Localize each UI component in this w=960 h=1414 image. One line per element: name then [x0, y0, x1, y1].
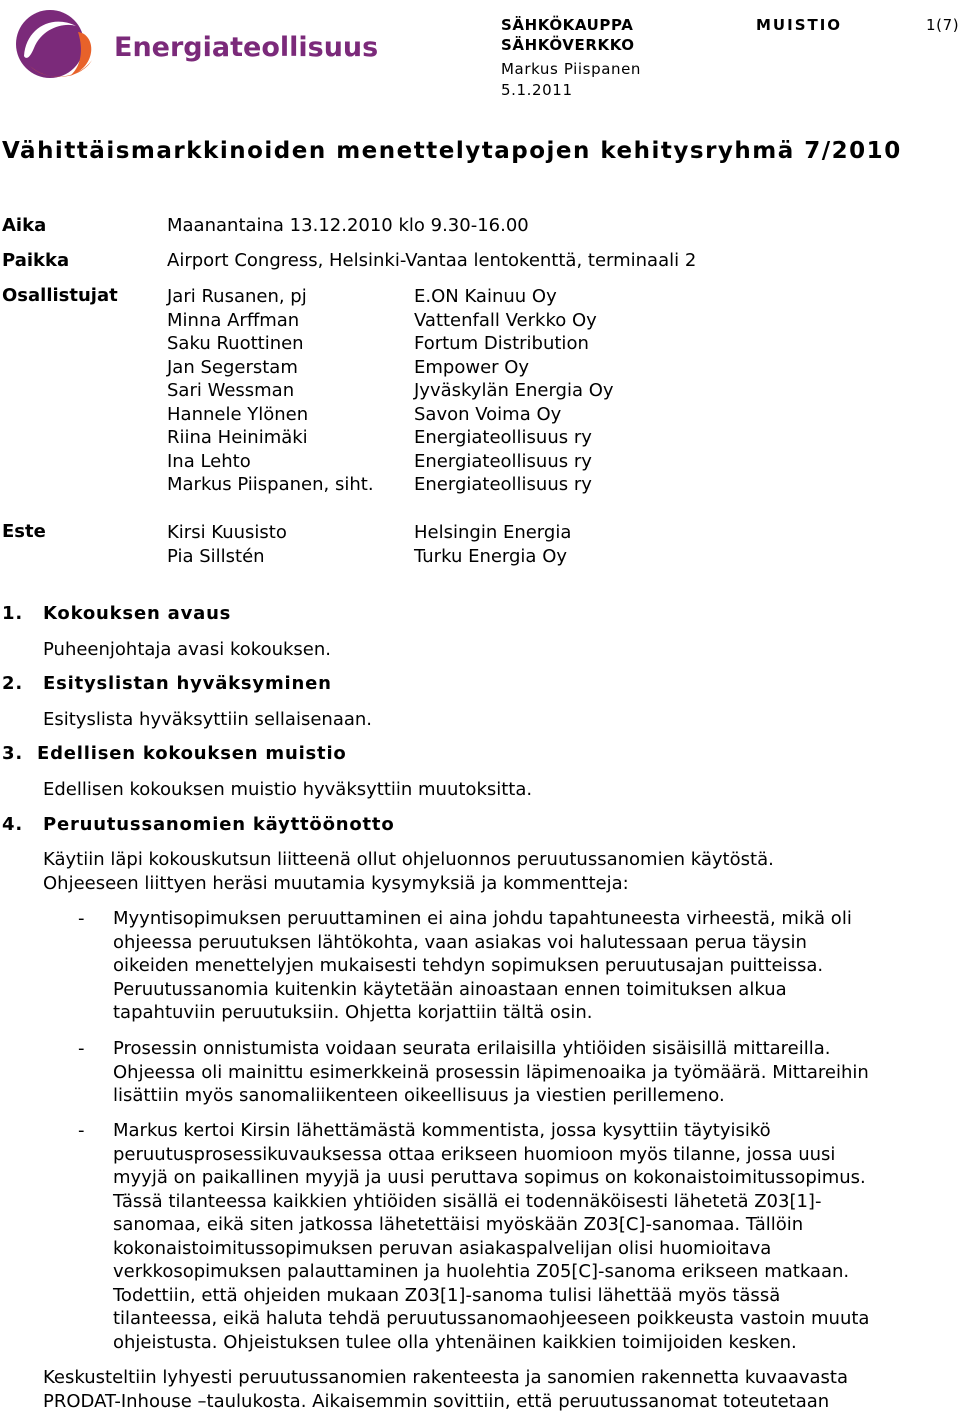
paragraph-line: Markus kertoi Kirsin lähettämästä kommentista, jossa kysyttiin täytyisikö	[113, 1120, 771, 1141]
participant-org: Energiateollisuus ry	[414, 474, 592, 495]
paragraph-line: PRODAT-Inhouse –taulukosta. Aikaisemmin sovittiin, että peruutussanomat toteutetaan	[43, 1390, 830, 1412]
section-1-number: 1.	[2, 603, 23, 624]
paragraph-line: oikeiden menettelyjen mukaisesti tehdyn sopimuksen peruutusajan puitteissa.	[113, 955, 824, 976]
bullet-text	[113, 1037, 869, 1108]
participant-name: Markus Piispanen, siht.	[167, 474, 374, 495]
header-doc-type: MUISTIO	[756, 16, 843, 34]
bullet-text	[113, 907, 852, 1025]
participant-org: Energiateollisuus ry	[414, 450, 592, 472]
participant-org: Jyväskylän Energia Oy	[414, 380, 614, 401]
paragraph-line: peruutusprosessikuvauksessa ottaa erikseen huomioon myös tilanne, jossa uusi	[113, 1143, 836, 1165]
paragraph-line: Ohjeessa oli mainittu esimerkkeinä prosessin läpimenoaika ja työmäärä. Mittareihin	[113, 1061, 869, 1083]
paragraph-line: kokonaistoimitussopimuksen peruvan asiakaspalvelijan olisi huomioitava	[113, 1237, 772, 1259]
absent-org: Turku Energia Oy	[414, 545, 568, 567]
paragraph-line: Tässä tilanteessa kaikkien yhtiöiden sisällä ei todennäköisesti lähetetä Z03[1]-	[113, 1190, 822, 1212]
participant-name: Jari Rusanen, pj	[167, 286, 307, 307]
participant-name: Hannele Ylönen	[167, 403, 309, 425]
section-3-number: 3.	[2, 743, 23, 764]
time-value: Maanantaina 13.12.2010 klo 9.30-16.00	[167, 215, 529, 236]
participant-org: Savon Voima Oy	[414, 403, 562, 425]
participant-name: Saku Ruottinen	[167, 333, 304, 354]
logo-wordmark: Energiateollisuus	[114, 32, 379, 63]
paragraph-line: Ohjeeseen liittyen heräsi muutamia kysymyksiä ja kommentteja:	[43, 872, 629, 894]
absent-org: Helsingin Energia	[414, 522, 572, 543]
paragraph-line: Prosessin onnistumista voidaan seurata erilaisilla yhtiöiden sisäisillä mittareilla.	[113, 1038, 831, 1059]
paragraph-line: lisättiin myös sanomaliikenteen oikeellisuus ja viestien perillemeno.	[113, 1085, 725, 1106]
logo-mark-icon	[4, 4, 379, 84]
paragraph-line: Peruutussanomia kuitenkin käytetään ainoastaan ennen toimituksen alkua	[113, 978, 787, 1000]
paragraph-line: tilanteessa, eikä haluta tehdä peruutussanomaohjeeseen poikkeusta vastoin muuta	[113, 1308, 870, 1329]
place-label: Paikka	[2, 250, 70, 271]
absent-name: Pia Sillstén	[167, 545, 265, 567]
bullet-dash: -	[78, 1120, 85, 1141]
section-3-body: Edellisen kokouksen muistio hyväksyttiin muutoksitta.	[43, 779, 533, 800]
header-dept-2: SÄHKÖVERKKO	[501, 36, 635, 54]
participant-org: E.ON Kainuu Oy	[414, 286, 557, 307]
header-author: Markus Piispanen	[501, 60, 642, 78]
paragraph-line: tapahtuviin peruutuksiin. Ohjetta korjattiin tältä osin.	[113, 1002, 593, 1023]
absent-orgs	[414, 521, 571, 568]
participant-name: Jan Segerstam	[167, 356, 298, 378]
participant-name: Minna Arffman	[167, 309, 300, 331]
section-4-number: 4.	[2, 814, 23, 835]
paragraph-line: myyjä on paikallinen myyjä ja uusi peruttava sopimus on kokonaistoimitussopimus.	[113, 1167, 866, 1188]
absent-names	[167, 521, 287, 568]
document-title: Vähittäismarkkinoiden menettelytapojen kehitysryhmä 7/2010	[2, 138, 902, 164]
absent-name: Kirsi Kuusisto	[167, 522, 287, 543]
participant-org: Fortum Distribution	[414, 333, 589, 354]
participant-org: Empower Oy	[414, 356, 530, 378]
paragraph-line: ohjeessa peruutuksen lähtökohta, vaan asiakas voi halutessaan perua täysin	[113, 931, 807, 953]
participant-name: Ina Lehto	[167, 450, 251, 472]
paragraph-line: Käytiin läpi kokouskutsun liitteenä ollut ohjeluonnos peruutussanomien käytöstä.	[43, 849, 774, 870]
participants-label: Osallistujat	[2, 285, 118, 306]
section-4-intro	[43, 848, 774, 895]
participant-name: Sari Wessman	[167, 380, 295, 401]
section-2-title: Esityslistan hyväksyminen	[43, 673, 332, 694]
paragraph-line: sanomaa, eikä siten jatkossa lähetettäisi myöskään Z03[C]-sanomaa. Tällöin	[113, 1214, 804, 1235]
bullet-dash: -	[78, 1038, 85, 1059]
participant-org: Energiateollisuus ry	[414, 427, 592, 448]
section-4-closing	[43, 1366, 848, 1413]
absent-label: Este	[2, 521, 46, 542]
paragraph-line: Myyntisopimuksen peruuttaminen ei aina johdu tapahtuneesta virheestä, mikä oli	[113, 908, 852, 929]
header-page-number: 1(7)	[926, 16, 960, 34]
section-1-title: Kokouksen avaus	[43, 603, 232, 624]
participant-name: Riina Heinimäki	[167, 427, 308, 448]
bullet-dash: -	[78, 908, 85, 929]
bullet-text	[113, 1119, 869, 1354]
participant-org: Vattenfall Verkko Oy	[414, 309, 597, 331]
section-3-title: Edellisen kokouksen muistio	[37, 743, 347, 764]
paragraph-line: Todettiin, että ohjeiden mukaan Z03[1]-sanoma tulisi lähettää myös tässä	[113, 1284, 781, 1306]
section-1-body: Puheenjohtaja avasi kokouksen.	[43, 639, 331, 660]
paragraph-line: verkkosopimuksen palauttaminen ja huolehtia Z05[C]-sanoma erikseen matkaan.	[113, 1261, 850, 1282]
paragraph-line: ohjeistusta. Ohjeistuksen tulee olla yhtenäinen kaikkien toimijoiden kesken.	[113, 1331, 797, 1353]
header-date: 5.1.2011	[501, 81, 573, 99]
paragraph-line: Keskusteltiin lyhyesti peruutussanomien rakenteesta ja sanomien rakennetta kuvaavasta	[43, 1367, 849, 1388]
participant-orgs	[414, 285, 614, 497]
time-label: Aika	[2, 215, 47, 236]
header-dept-1: SÄHKÖKAUPPA	[501, 16, 634, 34]
place-value: Airport Congress, Helsinki-Vantaa lentokenttä, terminaali 2	[167, 250, 697, 271]
company-logo	[4, 4, 379, 84]
section-2-body: Esityslista hyväksyttiin sellaisenaan.	[43, 709, 373, 730]
section-2-number: 2.	[2, 673, 23, 694]
section-4-title: Peruutussanomien käyttöönotto	[43, 814, 395, 835]
participant-names	[167, 285, 374, 497]
